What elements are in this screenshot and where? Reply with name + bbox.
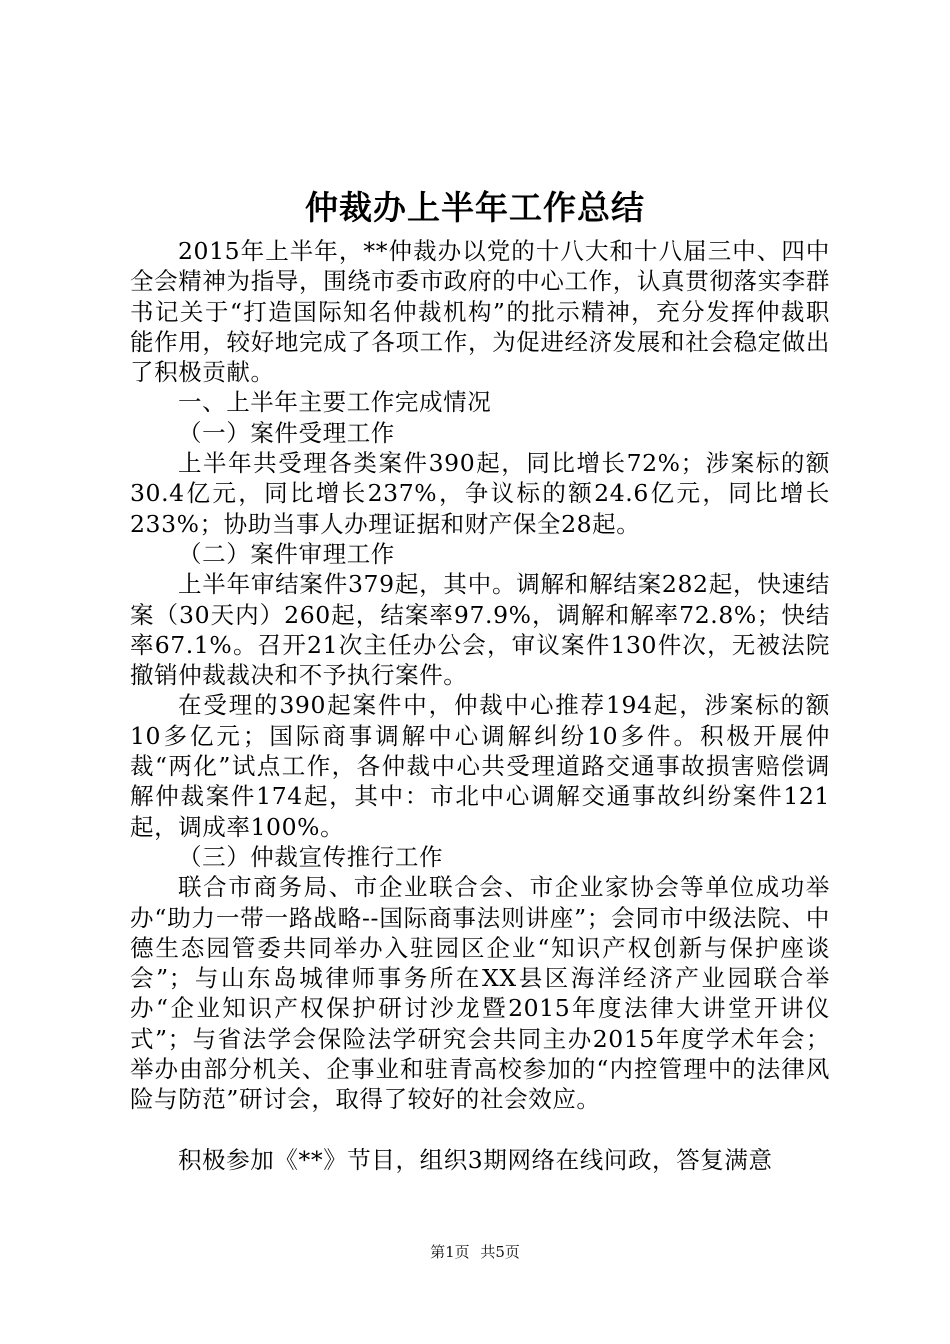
body-paragraph: 在受理的390起案件中，仲裁中心推荐194起，涉案标的额10多亿元；国际商事调解中心调解纠纷10多件。积极开展仲裁“两化”试点工作，各仲裁中心共受理道路交通事故损害赔偿调解仲裁案件174起，其中：市北中心调解交通事故纠纷案件121起，调成率100%。 <box>130 691 830 841</box>
document-body <box>130 236 830 1175</box>
page-total: 共5页 <box>480 1243 520 1261</box>
page-number: 第1页 <box>430 1243 470 1261</box>
body-paragraph: 上半年审结案件379起，其中。调解和解结案282起，快速结案（30天内）260起，结案率97.9%，调解和解率72.8%；快结率67.1%。召开21次主任办公会，审议案件130件次，无被法院撤销仲裁裁决和不予执行案件。 <box>130 570 830 690</box>
section-heading: 一、上半年主要工作完成情况 <box>178 388 492 417</box>
document-title: 仲裁办上半年工作总结 <box>305 188 645 227</box>
page-footer <box>0 1242 950 1262</box>
intro-paragraph: 2015年上半年，**仲裁办以党的十八大和十八届三中、四中全会精神为指导，围绕市委市政府的中心工作，认真贯彻落实李群书记关于“打造国际知名仲裁机构”的批示精神，充分发挥仲裁职能作用，较好地完成了各项工作，为促进经济发展和社会稳定做出了积极贡献。 <box>130 237 830 387</box>
body-paragraph: 积极参加《**》节目，组织3期网络在线问政，答复满意 <box>178 1145 773 1174</box>
body-paragraph: 上半年共受理各类案件390起，同比增长72%；涉案标的额30.4亿元，同比增长237%，争议标的额24.6亿元，同比增长233%；协助当事人办理证据和财产保全28起。 <box>130 449 830 538</box>
subsection-heading: （一）案件受理工作 <box>178 418 395 447</box>
body-paragraph: 联合市商务局、市企业联合会、市企业家协会等单位成功举办“助力一带一路战略--国际商事法则讲座”；会同市中级法院、中德生态园管委共同举办入驻园区企业“知识产权创新与保护座谈会”；与山东岛城律师事务所在XX县区海洋经济产业园联合举办“企业知识产权保护研讨沙龙暨2015年度法律大讲堂开讲仪式”；与省法学会保险法学研究会共同主办2015年度学术年会；举办由部分机关、企事业和驻青高校参加的“内控管理中的法律风险与防范”研讨会，取得了较好的社会效应。 <box>130 873 830 1114</box>
subsection-heading: （三）仲裁宣传推行工作 <box>178 842 444 871</box>
subsection-heading: （二）案件审理工作 <box>178 539 395 568</box>
